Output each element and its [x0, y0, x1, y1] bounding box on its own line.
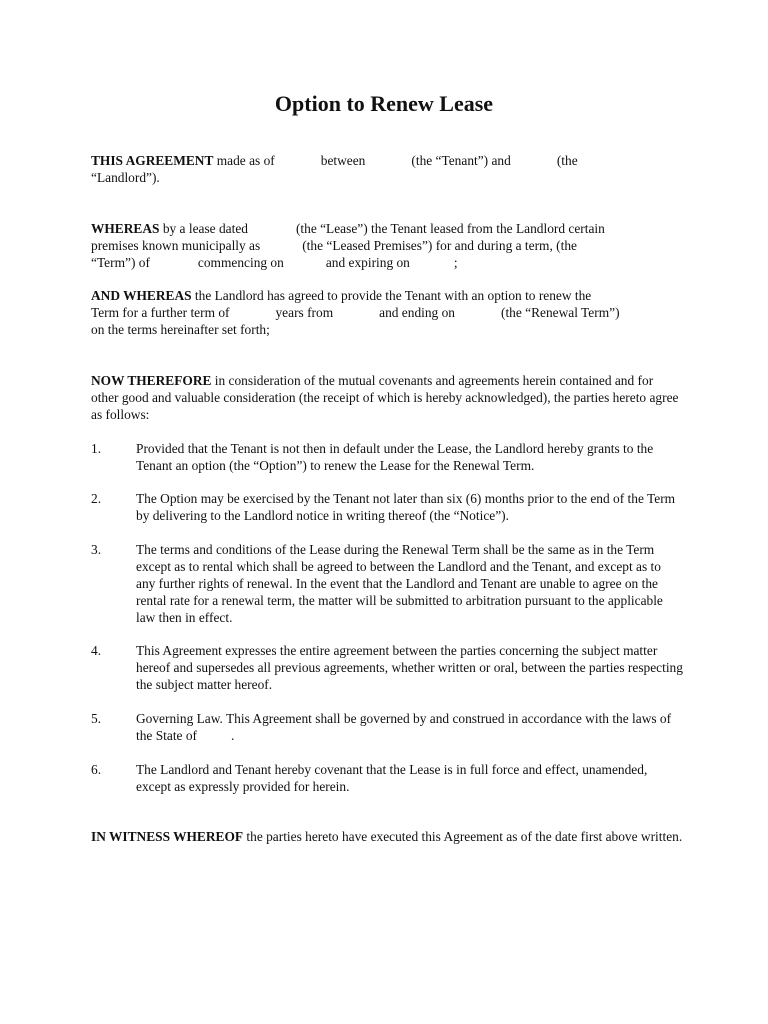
- clause-text: The Option may be exercised by the Tenant not later than six (6) months prior to the end of the Term by delivering to the Landlord notice in writing thereof (the “Notice”).: [136, 491, 676, 523]
- clause-number: 3.: [91, 542, 102, 557]
- whereas-text-4: (the “Leased Premises”) for and during a term, (the: [302, 238, 577, 253]
- clause-5-text: Governing Law. This Agreement shall be governed by and construed in accordance with the laws of the State of: [136, 711, 672, 743]
- and-whereas-text-6: on the terms hereinafter set forth;: [91, 322, 270, 337]
- clause-text: The Landlord and Tenant hereby covenant that the Lease is in full force and effect, unamended, except as expressly provided for herein.: [136, 762, 648, 794]
- clause-text: The terms and conditions of the Lease during the Renewal Term shall be the same as in the Term except as to rental which shall be agreed to between the Landlord and the Tenant, and except as to any further rights of renewal. In the event that the Landlord and Tenant are unable to agree on the rental rate for a renewal term, the matter will be submitted to arbitration pursuant to the applicable law then in effect.: [136, 542, 663, 625]
- clause-number: 2.: [91, 491, 102, 506]
- preamble-text-1: made as of: [213, 153, 275, 168]
- whereas-text-8: ;: [453, 255, 458, 270]
- whereas-text-5: “Term”) of: [91, 255, 150, 270]
- now-therefore-paragraph: [91, 372, 683, 423]
- preamble-text-5: “Landlord”).: [91, 170, 160, 185]
- whereas-paragraph: [91, 220, 683, 271]
- clause-text: Provided that the Tenant is not then in default under the Lease, the Landlord hereby grants to the Tenant an option (the “Option”) to renew the Lease for the Renewal Term.: [136, 441, 654, 473]
- now-therefore-text: in consideration of the mutual covenants and agreements herein contained and for other good and valuable consideration (the receipt of which is hereby acknowledged), the parties hereto agree as follows:: [91, 373, 679, 422]
- whereas-text-3: premises known municipally as: [91, 238, 261, 253]
- clause-5-text-end: .: [230, 728, 235, 743]
- clause-number: 4.: [91, 643, 102, 658]
- document-title: Option to Renew Lease: [274, 91, 494, 116]
- and-whereas-lead: AND WHEREAS: [91, 288, 192, 303]
- whereas-text-7: and expiring on: [325, 255, 410, 270]
- clause-number: 6.: [91, 762, 102, 777]
- and-whereas-text-4: and ending on: [379, 305, 455, 320]
- clause-number: 1.: [91, 441, 102, 456]
- witness-lead: IN WITNESS WHEREOF: [91, 829, 244, 844]
- and-whereas-text-3: years from: [275, 305, 334, 320]
- preamble-text-2: between: [320, 153, 366, 168]
- and-whereas-text-1: the Landlord has agreed to provide the Tenant with an option to renew the: [191, 288, 592, 303]
- and-whereas-paragraph: [91, 287, 683, 338]
- whereas-lead: WHEREAS: [91, 221, 160, 236]
- preamble-text-4: (the: [556, 153, 578, 168]
- witness-text: the parties hereto have executed this Agreement as of the date first above written.: [243, 829, 683, 844]
- whereas-text-2: (the “Lease”) the Tenant leased from the Landlord certain: [295, 221, 605, 236]
- preamble-text-3: (the “Tenant”) and: [411, 153, 511, 168]
- witness-paragraph: [91, 828, 683, 845]
- preamble-paragraph: [91, 152, 683, 186]
- preamble-lead: THIS AGREEMENT: [91, 153, 214, 168]
- whereas-text-6: commencing on: [197, 255, 284, 270]
- and-whereas-text-5: (the “Renewal Term”): [501, 305, 620, 320]
- whereas-text-1: by a lease dated: [159, 221, 248, 236]
- clause-number: 5.: [91, 711, 102, 726]
- clause-text: This Agreement expresses the entire agreement between the parties concerning the subject matter hereof and supersedes all previous agreements, whether written or oral, between the parties respecting the subject matter hereof.: [136, 643, 683, 692]
- clause-text: [136, 710, 683, 744]
- and-whereas-text-2: Term for a further term of: [91, 305, 230, 320]
- now-therefore-lead: NOW THEREFORE: [91, 373, 212, 388]
